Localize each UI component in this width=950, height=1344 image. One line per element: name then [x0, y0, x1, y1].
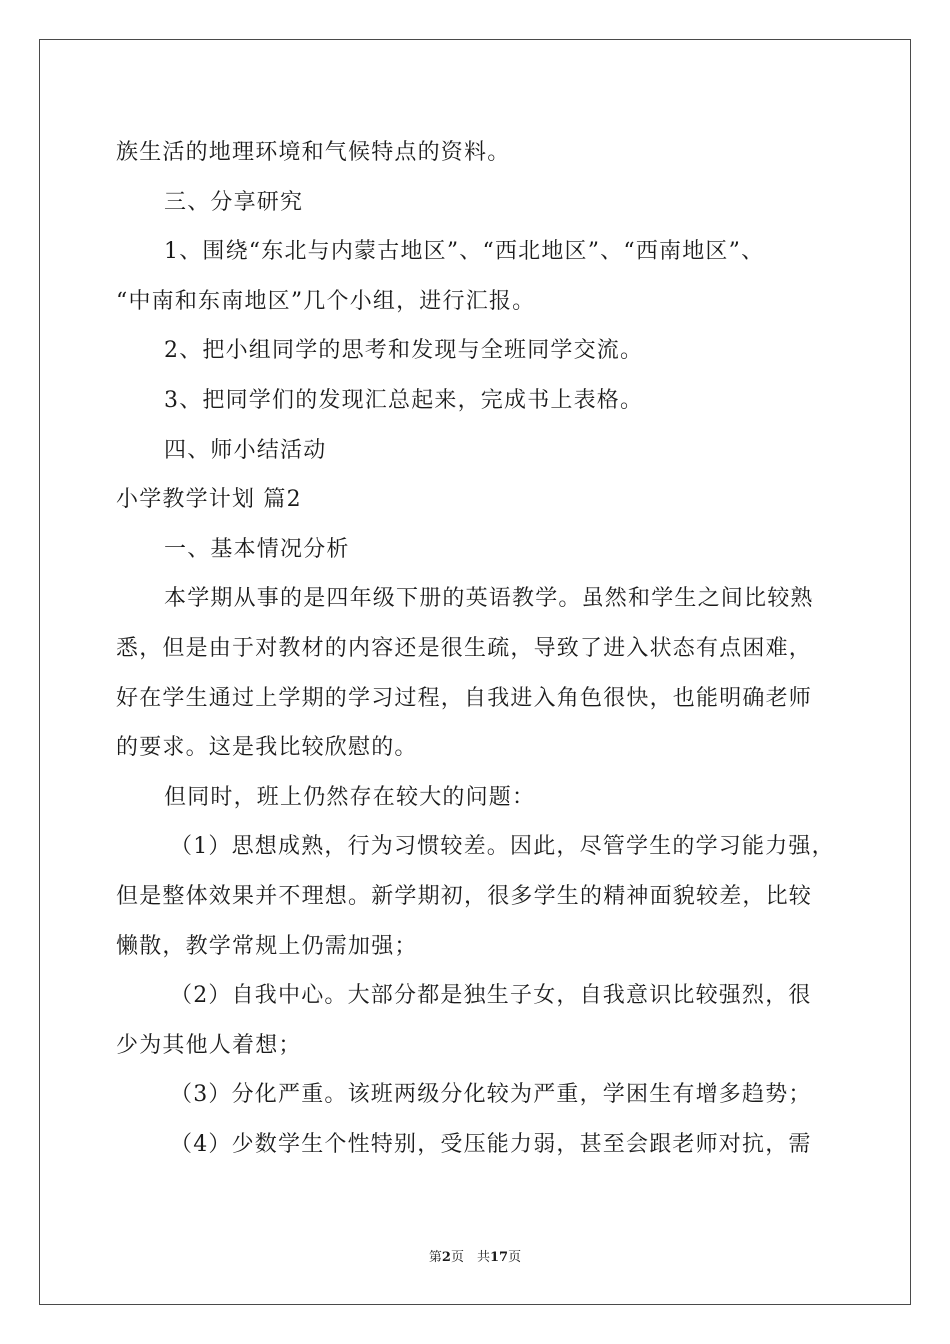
page-current: 2 — [441, 1250, 451, 1265]
list-item-text: （1）思想成熟，行为习惯较差。因此，尽管学生的学习能力强， — [170, 834, 835, 860]
page-total: 17 — [489, 1250, 509, 1265]
text-line: 少为其他人着想； — [116, 1032, 302, 1058]
document-body — [116, 128, 836, 1169]
text-line: 族生活的地理环境和气候特点的资料。 — [116, 140, 511, 165]
section-heading: 四、师小结活动 — [164, 437, 327, 463]
text-line: 但是整体效果并不理想。新学期初，很多学生的精神面貌较差，比较 — [116, 883, 813, 909]
text-line: “中南和东南地区”几个小组，进行汇报。 — [116, 288, 536, 314]
text-line: 1、围绕“东北与内蒙古地区”、“西北地区”、“西南地区”、 — [164, 239, 765, 265]
section-heading: 三、分享研究 — [164, 189, 304, 215]
article-title: 小学教学计划 篇2 — [116, 487, 302, 513]
text-line: 但同时，班上仍然存在较大的问题： — [164, 784, 536, 810]
page-label-mid: 页 共 — [450, 1250, 490, 1265]
page-footer — [0, 1246, 950, 1265]
text-line: 悉，但是由于对教材的内容还是很生疏，导致了进入状态有点困难， — [116, 635, 813, 661]
text-line: 懒散，教学常规上仍需加强； — [116, 933, 418, 959]
text-line: 好在学生通过上学期的学习过程，自我进入角色很快，也能明确老师 — [116, 685, 813, 711]
list-item-text: （2）自我中心。大部分都是独生子女，自我意识比较强烈，很 — [170, 983, 812, 1009]
list-item-text: （3）分化严重。该班两级分化较为严重，学困生有增多趋势； — [170, 1082, 812, 1108]
list-item-text: （4）少数学生个性特别，受压能力弱，甚至会跟老师对抗，需 — [170, 1131, 812, 1157]
text-line: 的要求。这是我比较欣慰的。 — [116, 735, 418, 761]
page-label-suffix: 页 — [508, 1250, 522, 1265]
text-line: 2、把小组同学的思考和发现与全班同学交流。 — [164, 338, 644, 364]
page-label-prefix: 第 — [428, 1250, 442, 1265]
section-heading: 一、基本情况分析 — [164, 536, 350, 562]
text-line: 本学期从事的是四年级下册的英语教学。虽然和学生之间比较熟 — [164, 586, 814, 612]
text-line: 3、把同学们的发现汇总起来，完成书上表格。 — [164, 387, 644, 413]
